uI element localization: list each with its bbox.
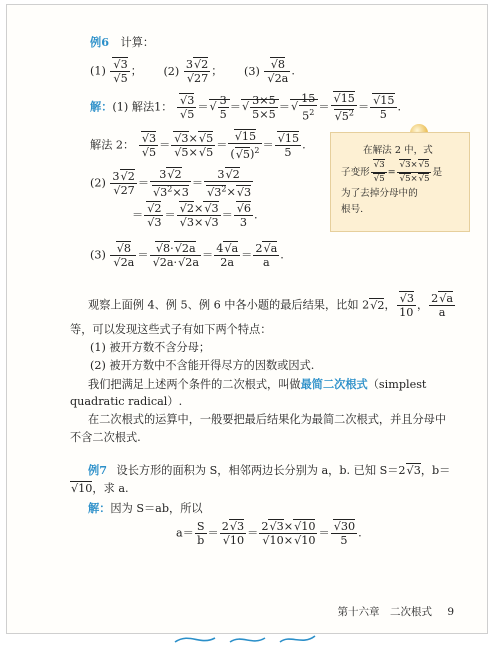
- item-1-label: (1): [90, 64, 106, 78]
- method-1-label: (1) 解法1：: [112, 100, 173, 114]
- fraction: √ $\frac{3}{5}$: [219, 93, 227, 121]
- fraction: √ 3 √ 5: [177, 94, 196, 121]
- example-7-line-1: 例7 设长方形的面积为 S，相邻两边长分别为 a，b. 已知 S＝2√ 3，b＝: [88, 462, 450, 479]
- part-3-label: (3): [90, 248, 106, 262]
- fraction: √ $\frac{3\times 5}{5\times 5}$: [252, 93, 276, 121]
- observation-text: 观察上面例 4、例 5、例 6 中各小题的最后结果，比如 2: [88, 298, 370, 312]
- fraction: 3√ 2 √ $3^2\times√$ 3: [204, 168, 253, 199]
- example-6-heading: [90, 34, 154, 51]
- definition-line-1: [88, 376, 426, 393]
- fraction: √ 3×√ 5 √ 5×√ 5: [397, 159, 432, 186]
- fraction: √ 3×√ 5 √ 5×√ 5: [171, 132, 215, 159]
- fraction: 3√ 2 √ 27: [184, 58, 210, 85]
- fraction: 3√ 2 √ $3^2\times 3$: [150, 168, 191, 199]
- observation-line-2: 等，可以发现这些式子有如下两个特点：: [70, 323, 272, 336]
- note-text: 子变形: [341, 167, 370, 178]
- example-7-solution: [88, 500, 203, 517]
- rule-line-2: 不含二次根式.: [70, 431, 141, 444]
- observation-line-1: 观察上面例 4、例 5、例 6 中各小题的最后结果，比如 2√ 2， √ $\frac{3}{10}$ ， $\frac{2√ a}{a}$: [88, 292, 456, 319]
- fraction: $\frac{2√ a}{a}$: [429, 292, 455, 319]
- solution-label: 解：: [90, 99, 113, 114]
- note-line-1: 在解法 2 中，式: [363, 145, 433, 156]
- solution-method-2: 解法 2： √ 3 √ 5 ＝ √ 3×√ 5 √ 5×√ 5 ＝ √ $\frac{15}{(√ 5)^2}$ ＝ √ $\frac{15}{5}$ .: [90, 130, 306, 161]
- definition-text: （simplest: [367, 378, 427, 391]
- observation-text: ，: [384, 298, 396, 312]
- fraction: 2√ 3×√ 10 √ 10×√ 10: [259, 520, 317, 547]
- fraction: √ 8·√ 2a √ 2a·√ 2a: [150, 242, 201, 269]
- chapter-title: 第十六章 二次根式: [337, 606, 432, 618]
- part-2-label: (2): [90, 176, 106, 190]
- note-line-4: 根号.: [341, 204, 364, 215]
- feature-2: (2) 被开方数中不含能开得尽方的因数或因式.: [90, 359, 315, 372]
- note-line-2: 子变形 √ 3 √ 5 = √ 3×√ 5 √ 5×√ 5 是: [341, 159, 461, 186]
- example-6-label: 例6: [90, 35, 109, 49]
- note-text: 是: [432, 167, 443, 178]
- fraction: √ $\frac{3}{10}$: [397, 292, 416, 319]
- example-6-items: (1) √ 3 √ 5 ； (2) 3√ 2 √ 27 ； (3) √ 8 √ 2a .: [90, 58, 295, 85]
- rule-line-1: 在二次根式的运算中，一般要把最后结果化为最简二次根式，并且分母中: [88, 413, 447, 426]
- item-3-label: (3): [244, 64, 260, 78]
- solution-method-1: 解：(1) 解法1： √ 3 √ 5 ＝ √ $\frac{3}{5}$ ＝ √ $\frac{3\times 5}{5\times 5}$ ＝ √ $\frac{15}{5^2}$ ＝ √ 15 √ $5^2$ ＝ √ $\frac{15}{5}$ .: [90, 92, 401, 123]
- example-7-text: 设长方形的面积为 S，相邻两边长分别为 a，b. 已知 S＝2: [116, 464, 406, 477]
- example-7-line-2: √ 10，求 a.: [70, 481, 129, 497]
- fraction: $\frac{2√ a}{a}$: [253, 242, 279, 269]
- fraction: √ 3 √ 5: [371, 159, 387, 186]
- example-6-instruction: 计算：: [120, 36, 155, 49]
- fraction: √ $\frac{15}{5^2}$: [301, 92, 316, 123]
- example-7-text: ，b＝: [420, 464, 451, 477]
- fraction: 2√ 3 √ 10: [220, 520, 246, 547]
- example-7-equation: a＝ $\frac{S}{b}$ ＝ 2√ 3 √ 10 ＝ 2√ 3×√ 10 √ 10×√ 10 ＝ √ $\frac{30}{5}$ .: [176, 520, 362, 547]
- fraction: √ 2 √ 3: [144, 202, 163, 229]
- solution-label: 解：: [88, 501, 111, 515]
- note-line-3: 为了去掉分母中的: [341, 188, 418, 199]
- fraction: $\frac{S}{b}$: [196, 520, 205, 547]
- fraction: √ 3 √ 5: [139, 132, 158, 159]
- solution-part-2-cont: ＝ √ 2 √ 3 ＝ √ 2×√ 3 √ 3×√ 3 ＝ √ $\frac{6}{3}$ .: [132, 202, 258, 229]
- solution-part-3: (3) √ 8 √ 2a ＝ √ 8·√ 2a √ 2a·√ 2a ＝ $\frac{4√ a}{2a}$ ＝ $\frac{2√ a}{a}$ .: [90, 242, 284, 269]
- example-7-text: ，求 a.: [92, 482, 129, 495]
- solution-part-2: (2) 3√ 2 √ 27 ＝ 3√ 2 √ $3^2\times 3$ ＝ 3√ 2 √ $3^2\times√$ 3: [90, 168, 254, 199]
- fraction: √ 8 √ 2a: [110, 242, 136, 269]
- side-note: [330, 132, 470, 232]
- fraction: √ $\frac{15}{(√ 5)^2}$: [228, 130, 261, 161]
- fraction: √ 8 √ 2a: [264, 58, 290, 85]
- fraction: √ $\frac{6}{3}$: [234, 202, 253, 229]
- fraction: $\frac{4√ a}{2a}$: [214, 242, 240, 269]
- solution-text: 因为 S＝ab，所以: [110, 502, 203, 515]
- decorative-swash: [170, 630, 320, 648]
- fraction: 3√ 2 √ 27: [110, 170, 136, 197]
- page-footer: [337, 604, 454, 619]
- feature-1: (1) 被开方数不含分母；: [90, 341, 211, 354]
- fraction: √ $\frac{15}{5}$: [370, 94, 396, 121]
- fraction: √ 2×√ 3 √ 3×√ 3: [177, 202, 221, 229]
- fraction: √ 15 √ $5^2$: [331, 92, 357, 123]
- fraction: √ $\frac{15}{5}$: [275, 132, 301, 159]
- fraction: √ $\frac{30}{5}$: [331, 520, 357, 547]
- method-2-label: 解法 2：: [90, 138, 135, 152]
- observation-text: ，: [416, 298, 429, 312]
- definition-term: 最简二次根式: [300, 377, 368, 391]
- definition-text: 我们把满足上述两个条件的二次根式，叫做: [88, 378, 301, 391]
- example-7-label: 例7: [88, 463, 107, 477]
- page-number: 9: [447, 606, 454, 618]
- item-2-label: (2): [163, 64, 180, 78]
- fraction: √ 3 √ 5: [110, 58, 129, 85]
- definition-line-2: quadratic radical）.: [70, 395, 183, 408]
